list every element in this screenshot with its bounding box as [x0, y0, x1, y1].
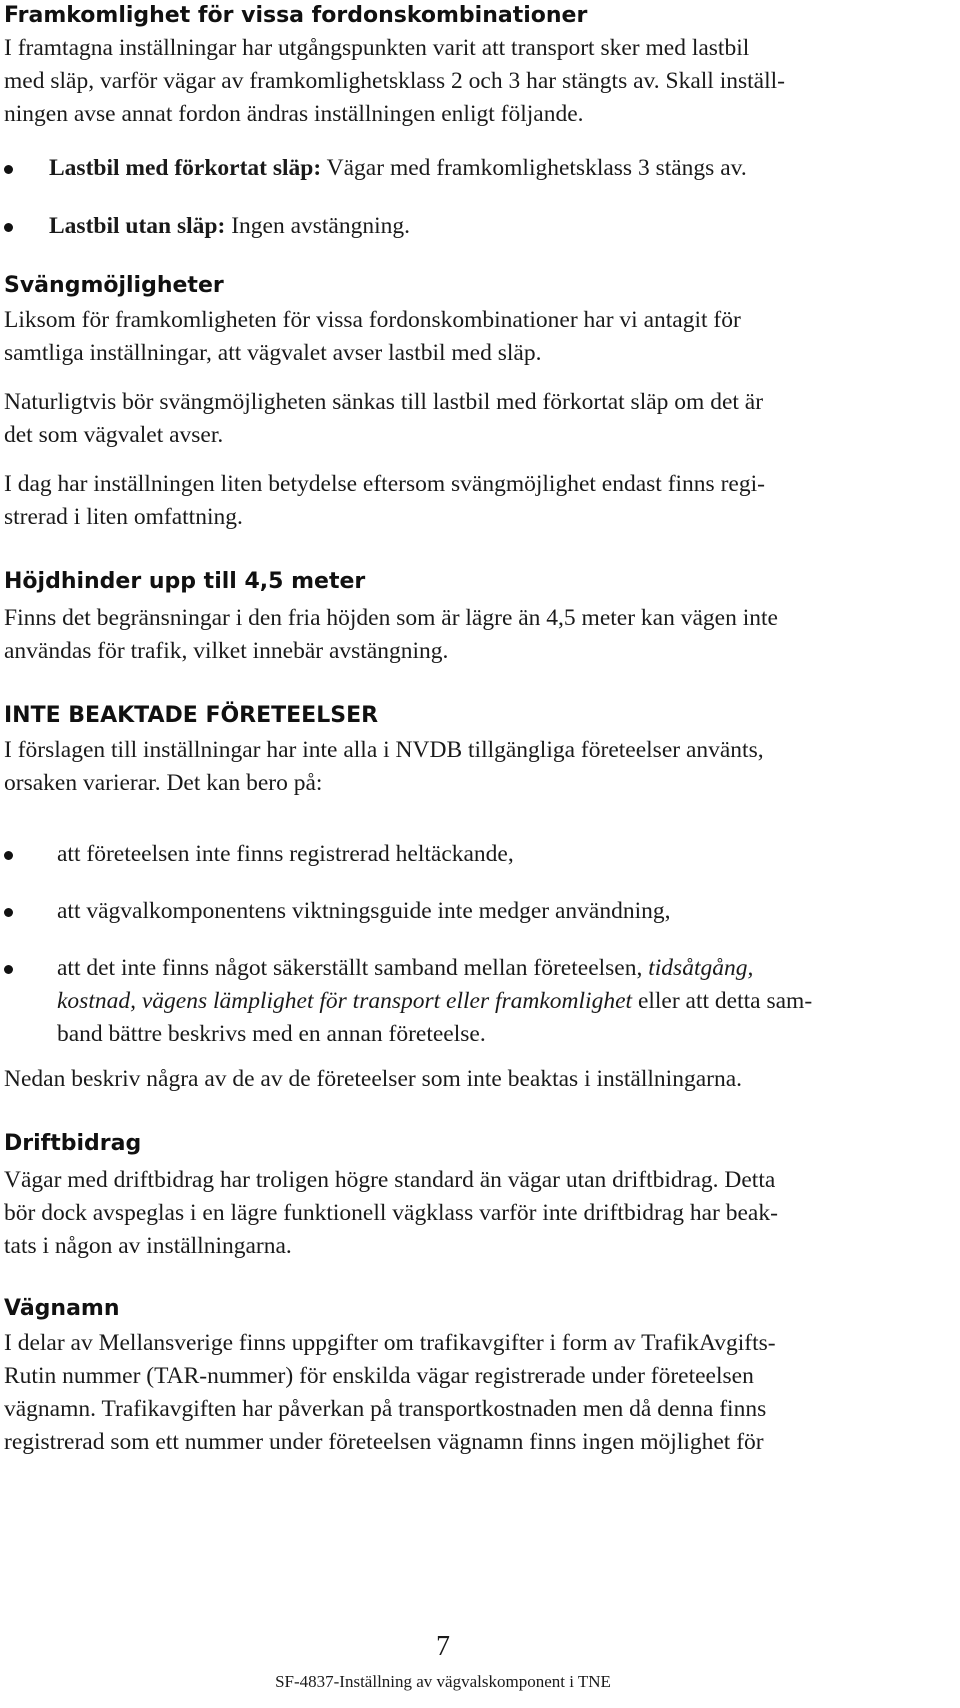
heading-inte-beaktade: INTE BEAKTADE FÖRETEELSER — [4, 703, 379, 728]
bullet-label: Lastbil utan släp: — [49, 213, 226, 239]
bullet-icon — [4, 165, 13, 174]
bullet-line: kostnad, vägens lämplighet för transport eller framkomlighet eller att detta sam- — [57, 988, 813, 1014]
paragraph-svang-2 — [4, 386, 956, 452]
paragraph-svang-1 — [4, 304, 956, 370]
italic-term: kostnad, vägens lämplighet för transport eller framkomlighet — [57, 988, 633, 1014]
bullet-icon — [4, 965, 13, 974]
bullet-line: att det inte finns något säkerställt samband mellan företeelsen, tidsåtgång, — [57, 955, 754, 981]
bullet-text: Ingen avstängning. — [231, 213, 411, 239]
bullet-line: band bättre beskrivs med en annan företeelse. — [57, 1021, 486, 1047]
italic-term: tidsåtgång, — [648, 955, 754, 981]
text-line: Vägar med driftbidrag har troligen högre standard än vägar utan driftbidrag. Detta — [4, 1167, 776, 1193]
text-line: I dag har inställningen liten betydelse eftersom svängmöjlighet endast finns regi- — [4, 471, 765, 497]
text-line: I förslagen till inställningar har inte alla i NVDB tillgängliga företeelser använts, — [4, 737, 764, 763]
text-line: Liksom för framkomligheten för vissa fordonskombinationer har vi antagit för — [4, 307, 741, 333]
text-line: ningen avse annat fordon ändras inställningen enligt följande. — [4, 101, 584, 127]
page-footer: SF-4837-Inställning av vägvalskomponent i TNE — [275, 1672, 611, 1691]
paragraph-driftbidrag — [4, 1164, 956, 1263]
bullet-label: Lastbil med förkortat släp: — [49, 155, 322, 181]
text-line: orsaken varierar. Det kan bero på: — [4, 770, 323, 796]
paragraph-svang-3 — [4, 468, 956, 534]
text-line: användas för trafik, vilket innebär avstängning. — [4, 638, 449, 664]
bullet-icon — [4, 851, 13, 860]
heading-driftbidrag: Driftbidrag — [4, 1131, 142, 1156]
text-line: Naturligtvis bör svängmöjligheten sänkas till lastbil med förkortat släp om det är — [4, 389, 764, 415]
heading-framkomlighet: Framkomlighet för vissa fordonskombinationer — [4, 3, 588, 28]
heading-hojdhinder: Höjdhinder upp till 4,5 meter — [4, 569, 366, 594]
paragraph-vagnamn — [4, 1327, 956, 1459]
bullet-icon — [4, 223, 13, 232]
text-line: Rutin nummer (TAR-nummer) för enskilda vägar registrerade under företeelsen — [4, 1363, 754, 1389]
text-line: tats i någon av inställningarna. — [4, 1233, 292, 1259]
bullet-text: att företeelsen inte finns registrerad heltäckande, — [57, 841, 514, 867]
paragraph-framkomlighet — [4, 32, 956, 131]
bullet-icon — [4, 908, 13, 917]
text-line: Finns det begränsningar i den fria höjden som är lägre än 4,5 meter kan vägen inte — [4, 605, 778, 631]
text-line: registrerad som ett nummer under företeelsen vägnamn finns ingen möjlighet för — [4, 1429, 764, 1455]
heading-vagnamn: Vägnamn — [4, 1296, 120, 1321]
text-line: bör dock avspeglas i en lägre funktionell vägklass varför inte driftbidrag har beak- — [4, 1200, 778, 1226]
paragraph-nedan: Nedan beskriv några av de av de företeelser som inte beaktas i inställningarna. — [4, 1066, 743, 1092]
text-line: I framtagna inställningar har utgångspunkten varit att transport sker med lastbil — [4, 35, 750, 61]
heading-svangmojligheter: Svängmöjligheter — [4, 273, 224, 298]
page-number: 7 — [436, 1631, 450, 1662]
text-line: strerad i liten omfattning. — [4, 504, 243, 530]
paragraph-inte-beaktade — [4, 734, 956, 800]
bullet-text: Vägar med framkomlighetsklass 3 stängs av. — [326, 155, 747, 181]
text-line: vägnamn. Trafikavgiften har påverkan på transportkostnaden men då denna finns — [4, 1396, 767, 1422]
text-line: det som vägvalet avser. — [4, 422, 224, 448]
text-line: med släp, varför vägar av framkomlighetsklass 2 och 3 har stängts av. Skall inställ- — [4, 68, 785, 94]
paragraph-hojdhinder — [4, 602, 956, 668]
text-line: I delar av Mellansverige finns uppgifter om trafikavgifter i form av TrafikAvgifts- — [4, 1330, 776, 1356]
text-line: samtliga inställningar, att vägvalet avser lastbil med släp. — [4, 340, 542, 366]
bullet-text: att vägvalkomponentens viktningsguide inte medger användning, — [57, 898, 671, 924]
